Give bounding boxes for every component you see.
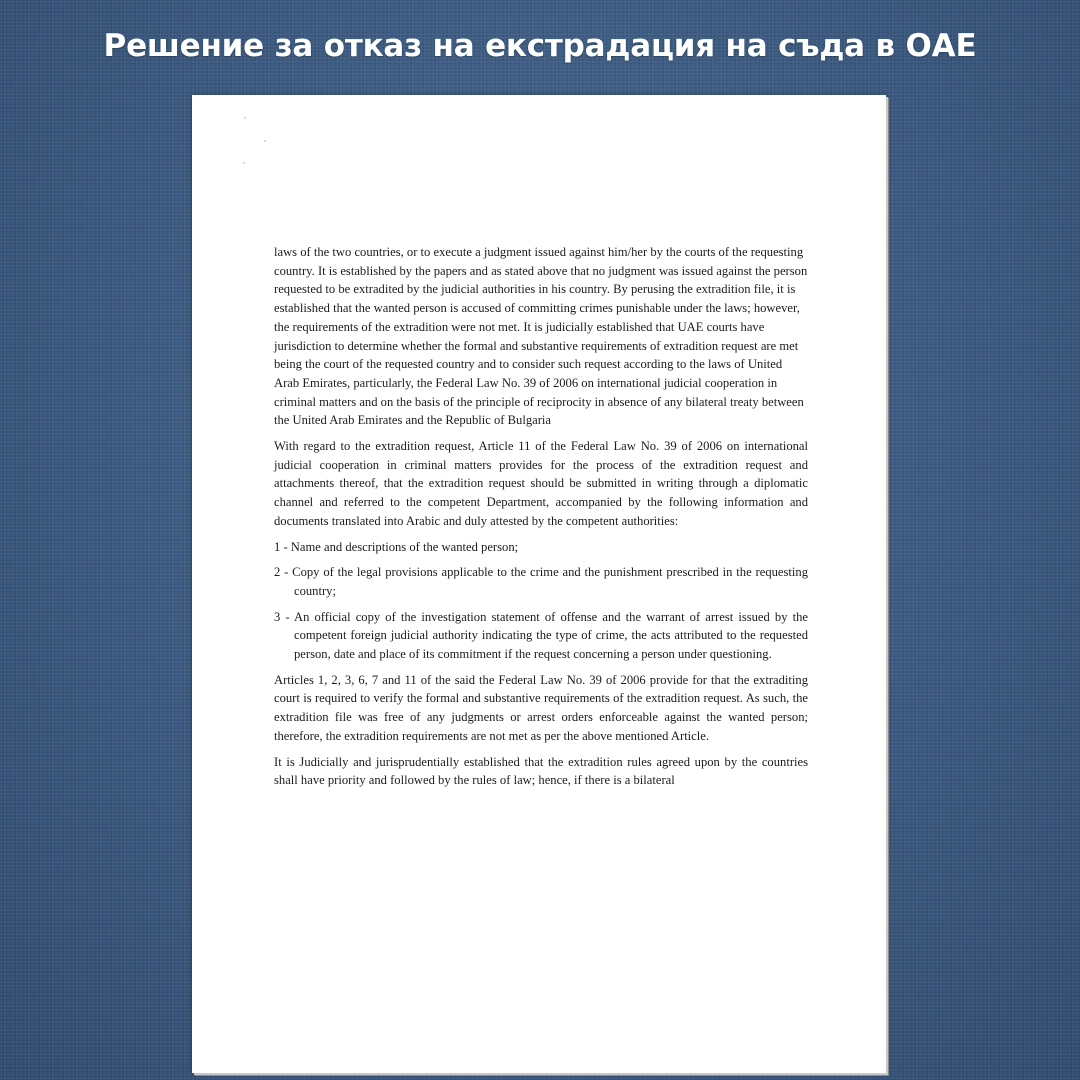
document-page: [192, 95, 886, 1073]
paragraph-bilateral-rules: It is Judicially and jurisprudentially established that the extradition rules agreed upon by the countries shall have priority and followed by the rules of law; hence, if there is a bilateral: [274, 754, 808, 788]
paragraph-article-11: With regard to the extradition request, Article 11 of the Federal Law No. 39 of 2006 on international judicial cooperation in criminal matters provides for the process of the extradition request and attachments thereof, that the extradition request should be submitted in writing through a diplomatic channel and referred to the competent Department, accompanied by the following information and documents translated into Arabic and duly attested by the competent authorities:: [274, 439, 808, 528]
list-item-1: 1 - Name and descriptions of the wanted person;: [274, 539, 519, 554]
headline-title: Решение за отказ на екстрадация на съда в ОАЕ: [103, 28, 977, 64]
list-item-2: 2 - Copy of the legal provisions applicable to the crime and the punishment prescribed in the requesting country;: [274, 565, 808, 598]
scan-speck: [243, 162, 245, 164]
scan-speck: [244, 117, 246, 119]
paragraph-articles-requirements: Articles 1, 2, 3, 6, 7 and 11 of the said the Federal Law No. 39 of 2006 provide for that the extraditing court is required to verify the formal and substantive requirements of the extradition request. As such, the extradition file was free of any judgments or arrest orders enforceable against the wanted person; therefore, the extradition requirements are not met as per the above mentioned Article.: [274, 672, 808, 743]
document-body: [274, 243, 808, 797]
scan-speck: [264, 140, 266, 142]
paragraph-jurisdiction: laws of the two countries, or to execute a judgment issued against him/her by the courts of the requesting country. It is established by the papers and as stated above that no judgment was issued against the person requested to be extradited by the judicial authorities in his country. By perusing the extradition file, it is established that the wanted person is accused of committing crimes punishable under the laws; however, the requirements of the extradition were not met. It is judicially established that UAE courts have jurisdiction to determine whether the formal and substantive requirements of extradition request are met being the court of the requested country and to consider such request according to the laws of United Arab Emirates, particularly, the Federal Law No. 39 of 2006 on international judicial cooperation in criminal matters and on the basis of the principle of reciprocity in absence of any bilateral treaty between the United Arab Emirates and the Republic of Bulgaria: [274, 245, 808, 428]
list-item-3: 3 - An official copy of the investigation statement of offense and the warrant of arrest issued by the competent foreign judicial authority indicating the type of crime, the acts attributed to the requested person, date and place of its commitment if the request concerning a person under questioning.: [274, 609, 808, 662]
